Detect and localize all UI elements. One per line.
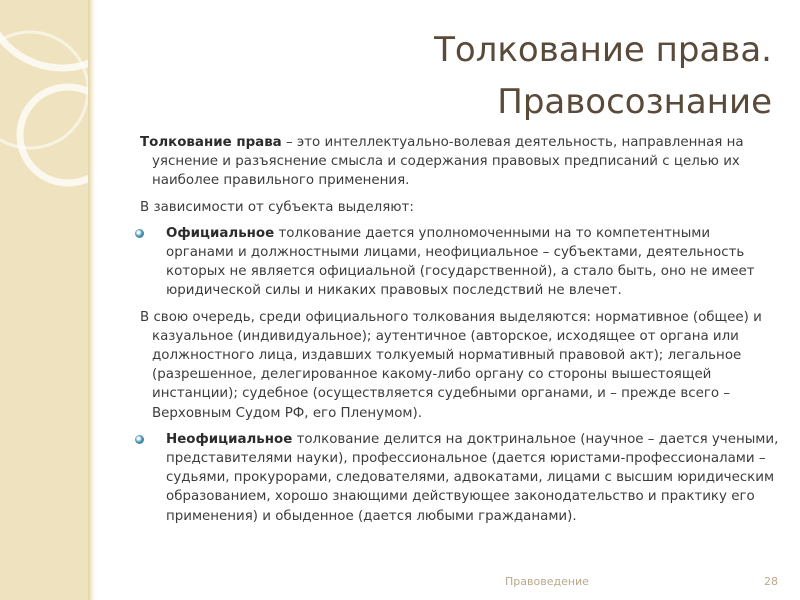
decorative-rings [0, 0, 88, 600]
official-types-paragraph: В свою очередь, среди официального толкования выделяются: нормативное (общее) и казуальное (индивидуальное); аутентичное (авторское, исходящее от органа или должностного лица, издавших толкуемый нормативный правовой акт); легальное (разрешенное, делегированное какому-либо органу со стороны вышестоящей инстанции); судебное (осуществляется судебными органами, и – прежде всего – Верховным Судом РФ, его Пленумом). [140, 309, 762, 421]
slide-title-line1: Толкование права. [434, 30, 772, 70]
slide-title [434, 24, 772, 128]
official-term: Официальное [166, 225, 275, 241]
definition-term: Толкование права [140, 135, 282, 150]
slide-title-line2: Правосознание [497, 82, 772, 122]
unofficial-term: Неофициальное [166, 431, 293, 447]
bullet-unofficial [130, 430, 780, 526]
page-number: 28 [764, 575, 778, 588]
bullet-icon [135, 229, 144, 238]
bullet-icon [135, 435, 144, 444]
slide-content [130, 133, 780, 533]
definition-text: – это интеллектуально-волевая деятельность, направленная на уяснение и разъяснение смысла и содержания правовых предписаний с целью их наиболее правильного применения. [152, 135, 744, 189]
band-edge [88, 0, 95, 600]
unofficial-text: толкование делится на доктринальное (научное – дается учеными, представителями науки), профессиональное (дается юристами-профессионалами – судьями, прокурорами, следователями, адвокатами, лицами с высшим юридическим образованием, хорошо знающими действующее законодательство и практику его применения) и обыденное (дается любыми гражданами). [166, 431, 779, 524]
official-text: толкование дается уполномоченными на то компетентными органами и должностными лицами, неофициальное – субъектами, деятельность которых не является официальной (государственной), а стало быть, оно не имеет юридической силы и никаких правовых последствий не влечет. [166, 225, 755, 299]
bullet-official [130, 224, 780, 301]
decorative-left-band [0, 0, 88, 600]
definition-paragraph [130, 133, 780, 191]
footer-subject: Правоведение [505, 575, 589, 588]
subject-intro-paragraph: В зависимости от субъекта выделяют: [140, 199, 414, 215]
